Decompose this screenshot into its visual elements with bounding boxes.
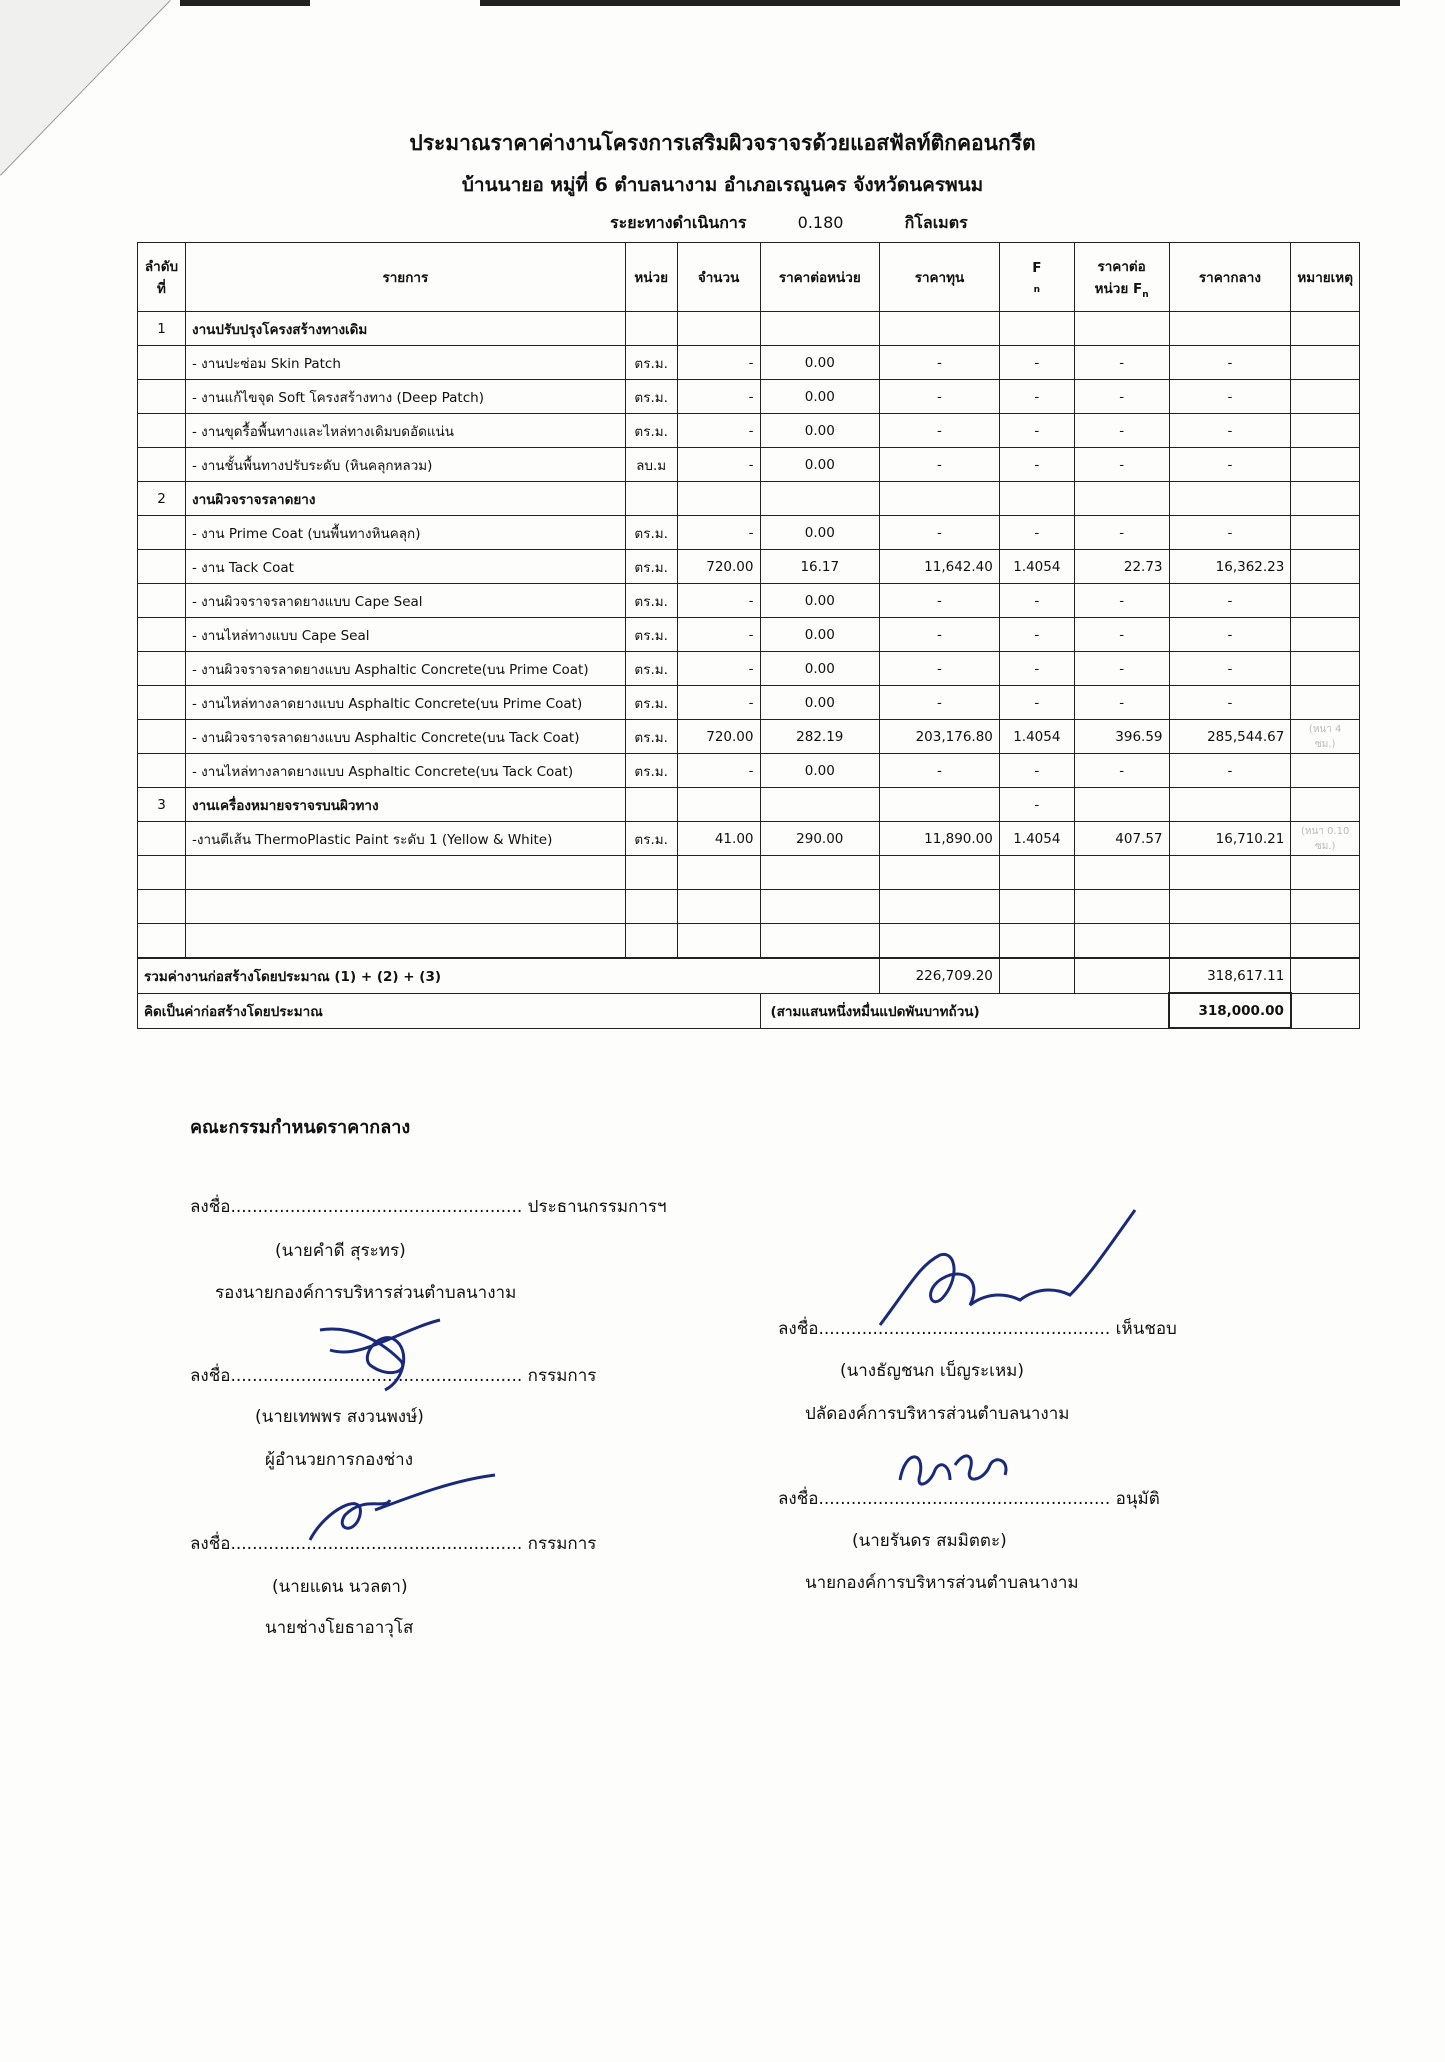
row-price-per-unit-f: -	[1074, 346, 1169, 380]
row-price-per-unit-f: -	[1074, 448, 1169, 482]
handwritten-signature-member-2	[305, 1470, 505, 1550]
row-unit-price	[760, 482, 880, 516]
row-f: -	[999, 754, 1074, 788]
row-item: - งานแก้ไขจุด Soft โครงสร้างทาง (Deep Patch)	[185, 380, 625, 414]
table-row	[138, 652, 1360, 686]
total-row	[138, 958, 1360, 993]
row-remark	[1291, 380, 1360, 414]
row-no	[138, 550, 186, 584]
row-item	[185, 890, 625, 924]
row-median: 16,710.21	[1169, 822, 1291, 856]
row-no	[138, 890, 186, 924]
distance-label: ระยะทางดำเนินการ	[610, 213, 747, 232]
col-median-price: ราคากลาง	[1169, 243, 1291, 312]
table-row	[138, 618, 1360, 652]
signer-name-approver: (นางธัญชนก เบ็ญระเหม)	[840, 1361, 1025, 1381]
row-unit: ตร.ม.	[625, 584, 677, 618]
row-median	[1169, 890, 1291, 924]
row-item: - งานขุดรื้อพื้นทางและไหล่ทางเดิมบดอัดแน่น	[185, 414, 625, 448]
row-qty: 720.00	[677, 550, 760, 584]
row-item: - งานผิวจราจรลาดยางแบบ Asphaltic Concrete(บน Prime Coat)	[185, 652, 625, 686]
row-cost: -	[880, 516, 1000, 550]
row-unit-price: 0.00	[760, 380, 880, 414]
row-median: -	[1169, 618, 1291, 652]
row-unit: ตร.ม.	[625, 754, 677, 788]
row-no	[138, 516, 186, 550]
row-f: -	[999, 584, 1074, 618]
row-f	[999, 312, 1074, 346]
signer-name-member-1: (นายเทพพร สงวนพงษ์)	[255, 1407, 424, 1427]
row-item: - งานชั้นพื้นทางปรับระดับ (หินคลุกหลวม)	[185, 448, 625, 482]
row-remark	[1291, 550, 1360, 584]
signature-line-member-1: ลงชื่อ...................................................... กรรมการ	[190, 1366, 597, 1386]
row-remark	[1291, 482, 1360, 516]
row-median: -	[1169, 516, 1291, 550]
row-price-per-unit-f: 407.57	[1074, 822, 1169, 856]
row-price-per-unit-f	[1074, 788, 1169, 822]
row-item: - งานไหล่ทางลาดยางแบบ Asphaltic Concrete(บน Tack Coat)	[185, 754, 625, 788]
signer-position-chair: รองนายกองค์การบริหารส่วนตำบลนางาม	[215, 1283, 517, 1303]
row-remark	[1291, 414, 1360, 448]
blank-row	[138, 924, 1360, 959]
row-unit	[625, 312, 677, 346]
row-item	[185, 856, 625, 890]
row-median: 16,362.23	[1169, 550, 1291, 584]
row-no	[138, 686, 186, 720]
row-unit: ตร.ม.	[625, 516, 677, 550]
row-qty: -	[677, 448, 760, 482]
row-item: - งาน Tack Coat	[185, 550, 625, 584]
row-unit: ตร.ม.	[625, 414, 677, 448]
row-unit: ตร.ม.	[625, 686, 677, 720]
row-median: -	[1169, 380, 1291, 414]
distance-unit: กิโลเมตร	[904, 213, 968, 232]
row-f	[999, 856, 1074, 890]
row-qty: -	[677, 380, 760, 414]
row-price-per-unit-f	[1074, 312, 1169, 346]
row-qty: -	[677, 516, 760, 550]
row-no	[138, 618, 186, 652]
signer-position-authorizer: นายกองค์การบริหารส่วนตำบลนางาม	[805, 1573, 1079, 1593]
row-unit-price: 0.00	[760, 618, 880, 652]
handwritten-signature-authorizer	[895, 1440, 1015, 1500]
row-price-per-unit-f: -	[1074, 380, 1169, 414]
row-item: - งาน Prime Coat (บนพื้นทางหินคลุก)	[185, 516, 625, 550]
table-row	[138, 346, 1360, 380]
row-price-per-unit-f: 396.59	[1074, 720, 1169, 754]
row-item: -งานตีเส้น ThermoPlastic Paint ระดับ 1 (Yellow & White)	[185, 822, 625, 856]
table-row	[138, 720, 1360, 754]
row-unit-price	[760, 856, 880, 890]
blank-row	[138, 890, 1360, 924]
row-price-per-unit-f	[1074, 890, 1169, 924]
row-cost: 203,176.80	[880, 720, 1000, 754]
total-median: 318,617.11	[1169, 958, 1291, 993]
row-remark: (หนา 0.10 ซม.)	[1291, 822, 1360, 856]
row-f	[999, 482, 1074, 516]
row-unit-price: 282.19	[760, 720, 880, 754]
row-qty: -	[677, 414, 760, 448]
row-remark	[1291, 516, 1360, 550]
row-item: - งานผิวจราจรลาดยางแบบ Cape Seal	[185, 584, 625, 618]
table-row	[138, 448, 1360, 482]
row-cost: -	[880, 414, 1000, 448]
col-unit: หน่วย	[625, 243, 677, 312]
blank-row	[138, 856, 1360, 890]
row-price-per-unit-f: -	[1074, 652, 1169, 686]
row-price-per-unit-f: -	[1074, 414, 1169, 448]
row-no	[138, 652, 186, 686]
row-qty	[677, 312, 760, 346]
row-item: - งานผิวจราจรลาดยางแบบ Asphaltic Concrete(บน Tack Coat)	[185, 720, 625, 754]
row-median: 285,544.67	[1169, 720, 1291, 754]
row-qty	[677, 788, 760, 822]
row-unit: ตร.ม.	[625, 822, 677, 856]
row-f: -	[999, 788, 1074, 822]
row-unit-price: 0.00	[760, 516, 880, 550]
signer-position-member-2: นายช่างโยธาอาวุโส	[265, 1618, 414, 1638]
handwritten-signature-approver	[860, 1205, 1150, 1345]
row-price-per-unit-f	[1074, 924, 1169, 959]
row-median: -	[1169, 686, 1291, 720]
row-item: งานปรับปรุงโครงสร้างทางเดิม	[185, 312, 625, 346]
row-median: -	[1169, 448, 1291, 482]
row-f: 1.4054	[999, 720, 1074, 754]
row-unit-price: 0.00	[760, 686, 880, 720]
row-remark	[1291, 652, 1360, 686]
col-unit-price: ราคาต่อหน่วย	[760, 243, 880, 312]
row-unit: ตร.ม.	[625, 618, 677, 652]
row-unit-price: 0.00	[760, 414, 880, 448]
table-header-row	[138, 243, 1360, 312]
row-cost: -	[880, 686, 1000, 720]
row-unit: ตร.ม.	[625, 720, 677, 754]
row-qty	[677, 482, 760, 516]
row-no	[138, 856, 186, 890]
row-remark	[1291, 584, 1360, 618]
row-f: 1.4054	[999, 822, 1074, 856]
section-row	[138, 312, 1360, 346]
row-remark	[1291, 890, 1360, 924]
row-median	[1169, 924, 1291, 959]
row-no	[138, 754, 186, 788]
row-qty	[677, 890, 760, 924]
row-item: งานผิวจราจรลาดยาง	[185, 482, 625, 516]
distance-line	[610, 211, 1170, 236]
row-price-per-unit-f: -	[1074, 516, 1169, 550]
row-cost: -	[880, 584, 1000, 618]
table-row	[138, 516, 1360, 550]
signature-line-authorizer: ลงชื่อ...................................................... อนุมัติ	[778, 1489, 1160, 1509]
row-median	[1169, 856, 1291, 890]
row-f: -	[999, 414, 1074, 448]
row-qty	[677, 924, 760, 959]
row-no	[138, 414, 186, 448]
final-label: คิดเป็นค่าก่อสร้างโดยประมาณ	[138, 993, 761, 1028]
row-f: -	[999, 516, 1074, 550]
row-f	[999, 890, 1074, 924]
row-price-per-unit-f	[1074, 482, 1169, 516]
row-qty	[677, 856, 760, 890]
row-unit-price: 0.00	[760, 652, 880, 686]
row-median	[1169, 482, 1291, 516]
row-remark	[1291, 924, 1360, 959]
row-no: 2	[138, 482, 186, 516]
total-cost: 226,709.20	[880, 958, 1000, 993]
row-remark	[1291, 754, 1360, 788]
row-cost	[880, 856, 1000, 890]
table-row	[138, 584, 1360, 618]
col-price-per-unit-f: ราคาต่อ หน่วย $F_n$	[1074, 243, 1169, 312]
row-cost	[880, 924, 1000, 959]
row-unit-price: 0.00	[760, 754, 880, 788]
table-row	[138, 550, 1360, 584]
row-f: 1.4054	[999, 550, 1074, 584]
row-unit-price: 0.00	[760, 584, 880, 618]
row-no	[138, 720, 186, 754]
distance-value: 0.180	[797, 213, 844, 232]
row-no	[138, 346, 186, 380]
signer-position-member-1: ผู้อำนวยการกองช่าง	[265, 1450, 414, 1470]
row-qty: -	[677, 618, 760, 652]
signature-line-approver: ลงชื่อ...................................................... เห็นชอบ	[778, 1319, 1177, 1339]
row-no	[138, 380, 186, 414]
row-unit-price	[760, 788, 880, 822]
row-no	[138, 584, 186, 618]
row-cost: -	[880, 754, 1000, 788]
row-unit	[625, 856, 677, 890]
row-cost: -	[880, 618, 1000, 652]
row-remark	[1291, 686, 1360, 720]
row-price-per-unit-f: -	[1074, 754, 1169, 788]
final-words: (สามแสนหนึ่งหมื่นแปดพันบาทถ้วน)	[760, 993, 1169, 1028]
row-unit: ตร.ม.	[625, 380, 677, 414]
page-title: ประมาณราคาค่างานโครงการเสริมผิวจราจรด้วยแอสฟัลท์ติกคอนกรีต	[409, 131, 1036, 155]
signature-line-member-2: ลงชื่อ...................................................... กรรมการ	[190, 1534, 597, 1554]
row-median	[1169, 312, 1291, 346]
row-median: -	[1169, 346, 1291, 380]
row-qty: -	[677, 584, 760, 618]
row-f: -	[999, 652, 1074, 686]
row-f: -	[999, 380, 1074, 414]
table-row	[138, 686, 1360, 720]
row-f: -	[999, 346, 1074, 380]
row-unit: ตร.ม.	[625, 550, 677, 584]
row-unit	[625, 924, 677, 959]
row-median	[1169, 788, 1291, 822]
row-f: -	[999, 686, 1074, 720]
row-qty: -	[677, 686, 760, 720]
row-no	[138, 448, 186, 482]
cost-estimate-table	[137, 242, 1360, 1029]
row-unit-price	[760, 890, 880, 924]
row-price-per-unit-f: -	[1074, 618, 1169, 652]
row-median: -	[1169, 652, 1291, 686]
row-no	[138, 924, 186, 959]
row-f: -	[999, 448, 1074, 482]
row-unit-price: 16.17	[760, 550, 880, 584]
row-unit: ลบ.ม	[625, 448, 677, 482]
row-price-per-unit-f: -	[1074, 686, 1169, 720]
row-item	[185, 924, 625, 959]
row-item: - งานปะซ่อม Skin Patch	[185, 346, 625, 380]
signature-line-chair: ลงชื่อ...................................................... ประธานกรรมการฯ	[190, 1197, 667, 1217]
table-row	[138, 822, 1360, 856]
table-row	[138, 380, 1360, 414]
row-qty: -	[677, 652, 760, 686]
scan-top-edge	[0, 0, 1445, 8]
row-unit-price: 290.00	[760, 822, 880, 856]
row-cost	[880, 890, 1000, 924]
row-qty: -	[677, 754, 760, 788]
row-unit	[625, 788, 677, 822]
section-row	[138, 788, 1360, 822]
row-cost: -	[880, 346, 1000, 380]
final-value: 318,000.00	[1169, 993, 1291, 1028]
row-cost: 11,642.40	[880, 550, 1000, 584]
row-unit	[625, 482, 677, 516]
row-unit	[625, 890, 677, 924]
row-median: -	[1169, 754, 1291, 788]
row-cost	[880, 312, 1000, 346]
row-cost	[880, 788, 1000, 822]
row-no: 1	[138, 312, 186, 346]
row-qty: 720.00	[677, 720, 760, 754]
row-unit-price	[760, 312, 880, 346]
col-f: F $_n$	[999, 243, 1074, 312]
row-remark	[1291, 346, 1360, 380]
row-f: -	[999, 618, 1074, 652]
row-no	[138, 822, 186, 856]
row-item: - งานไหล่ทางลาดยางแบบ Asphaltic Concrete(บน Prime Coat)	[185, 686, 625, 720]
signer-position-approver: ปลัดองค์การบริหารส่วนตำบลนางาม	[805, 1404, 1070, 1424]
row-f	[999, 924, 1074, 959]
col-item: รายการ	[185, 243, 625, 312]
col-remark: หมายเหตุ	[1291, 243, 1360, 312]
signer-name-chair: (นายคำดี สุระทร)	[275, 1241, 406, 1261]
row-price-per-unit-f: -	[1074, 584, 1169, 618]
row-qty: -	[677, 346, 760, 380]
signer-name-member-2: (นายแดน นวลตา)	[272, 1577, 408, 1597]
row-cost: -	[880, 380, 1000, 414]
signer-name-authorizer: (นายรันดร สมมิตตะ)	[852, 1531, 1007, 1551]
row-median: -	[1169, 414, 1291, 448]
row-no: 3	[138, 788, 186, 822]
row-unit-price: 0.00	[760, 346, 880, 380]
row-cost	[880, 482, 1000, 516]
handwritten-signature-member-1	[310, 1310, 450, 1400]
row-unit: ตร.ม.	[625, 346, 677, 380]
row-item: งานเครื่องหมายจราจรบนผิวทาง	[185, 788, 625, 822]
total-label: รวมค่างานก่อสร้างโดยประมาณ (1) + (2) + (3)	[144, 968, 442, 985]
row-remark	[1291, 788, 1360, 822]
table-row	[138, 754, 1360, 788]
row-price-per-unit-f: 22.73	[1074, 550, 1169, 584]
row-remark: (หนา 4 ซม.)	[1291, 720, 1360, 754]
col-qty: จำนวน	[677, 243, 760, 312]
row-unit: ตร.ม.	[625, 652, 677, 686]
col-no: ลำดับ ที่	[138, 243, 186, 312]
row-remark	[1291, 856, 1360, 890]
row-unit-price: 0.00	[760, 448, 880, 482]
row-item: - งานไหล่ทางแบบ Cape Seal	[185, 618, 625, 652]
row-cost: -	[880, 652, 1000, 686]
page-subtitle: บ้านนายอ หมู่ที่ 6 ตำบลนางาม อำเภอเรณูนคร จังหวัดนครพนม	[461, 174, 984, 196]
row-unit-price	[760, 924, 880, 959]
col-cost: ราคาทุน	[880, 243, 1000, 312]
row-cost: -	[880, 448, 1000, 482]
row-median: -	[1169, 584, 1291, 618]
row-remark	[1291, 618, 1360, 652]
row-remark	[1291, 448, 1360, 482]
row-remark	[1291, 312, 1360, 346]
row-qty: 41.00	[677, 822, 760, 856]
table-row	[138, 414, 1360, 448]
row-cost: 11,890.00	[880, 822, 1000, 856]
final-row	[138, 993, 1360, 1028]
row-price-per-unit-f	[1074, 856, 1169, 890]
section-row	[138, 482, 1360, 516]
committee-title: คณะกรรมกำหนดราคากลาง	[190, 1117, 411, 1138]
